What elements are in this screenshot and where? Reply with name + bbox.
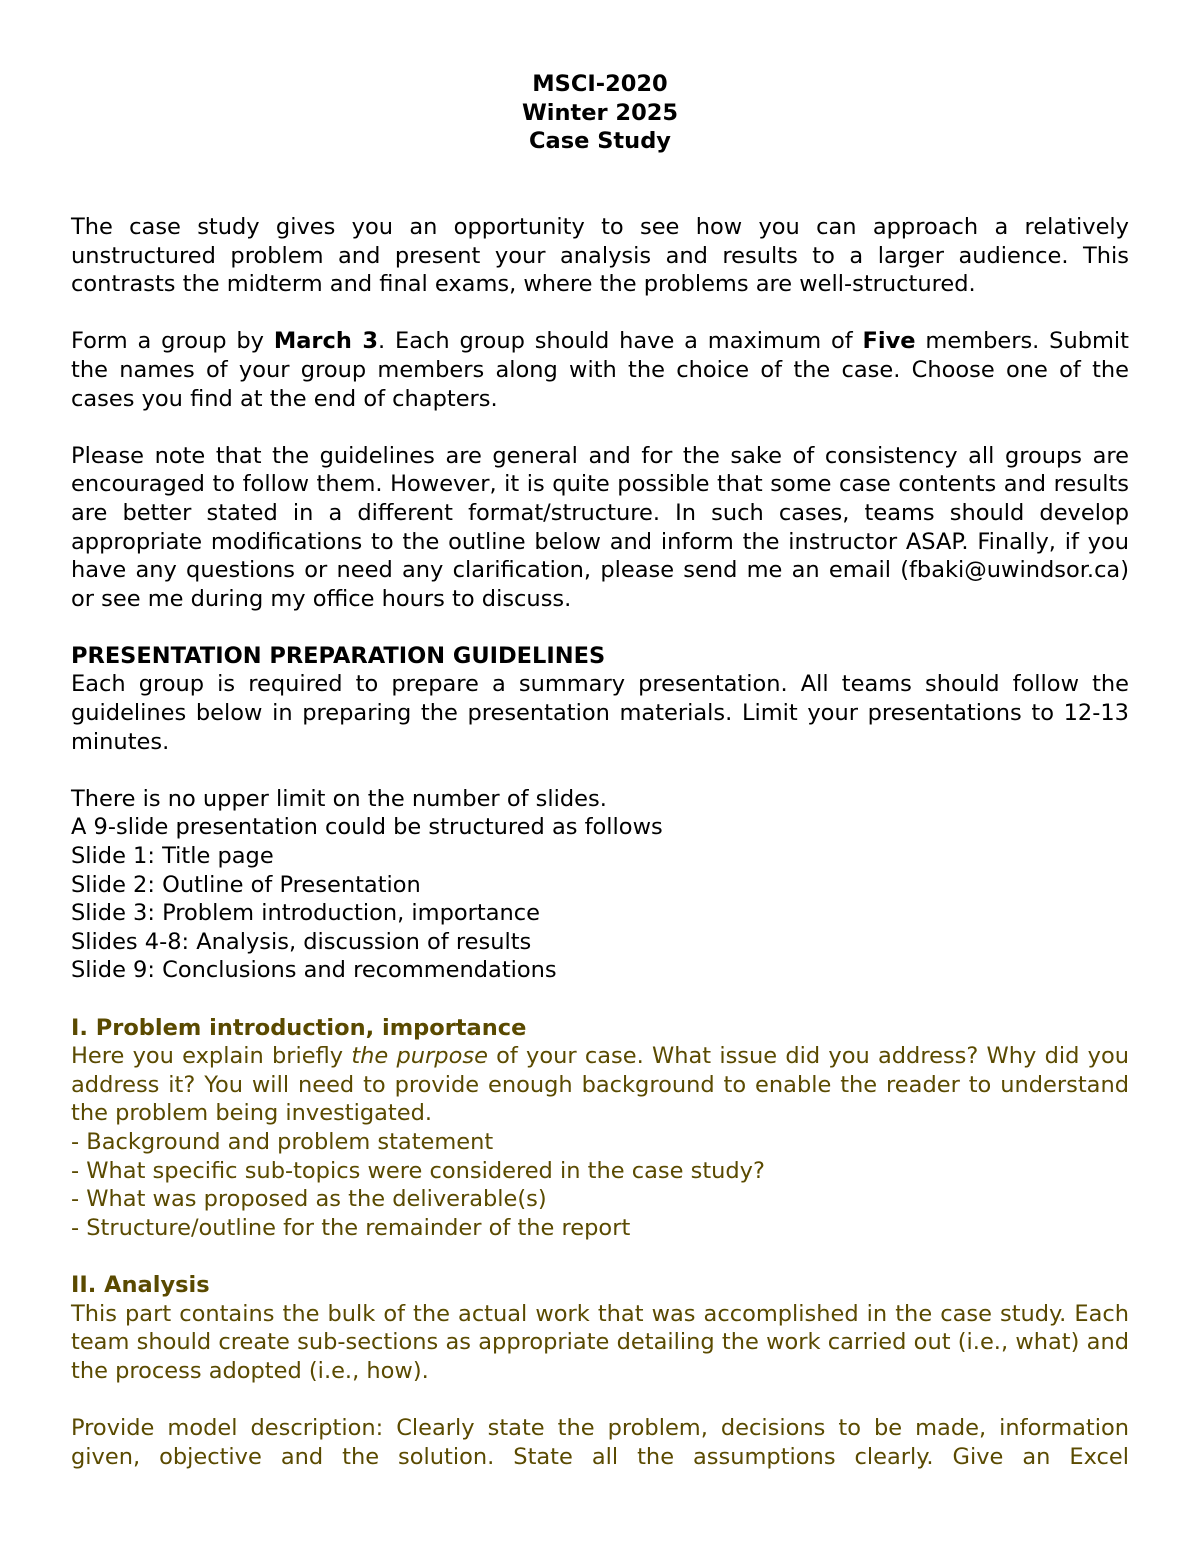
slide-item: Slides 4-8: Analysis, discussion of results bbox=[71, 928, 532, 955]
section-1-bullet: - What specific sub-topics were considered in the case study? bbox=[71, 1157, 765, 1184]
section-1-heading: I. Problem introduction, importance bbox=[71, 1014, 527, 1041]
group-text-2: . Each group should have a maximum of bbox=[378, 328, 863, 355]
section-1-text-1: Here you explain briefly bbox=[71, 1043, 352, 1070]
section-2-heading: II. Analysis bbox=[71, 1271, 210, 1298]
intro-paragraph: The case study gives you an opportunity to see how you can approach a relatively unstructured problem and present your analysis and results to a larger audience. This contrasts the midterm and final exams, where the problems are well-structured. bbox=[71, 213, 1129, 298]
slide-item: Slide 2: Outline of Presentation bbox=[71, 871, 421, 898]
slide-item: Slide 9: Conclusions and recommendations bbox=[71, 957, 557, 984]
slide-item: Slide 1: Title page bbox=[71, 843, 274, 870]
section-1-bullet: - What was proposed as the deliverable(s) bbox=[71, 1186, 547, 1213]
title-block bbox=[71, 70, 1129, 156]
group-text-3: members. Submit the names of your group members along with the choice of the case. Choose one of the cases you find at the end of chapters. bbox=[71, 328, 1130, 412]
group-text-1: Form a group by bbox=[71, 328, 274, 355]
document-title: Case Study bbox=[529, 128, 671, 155]
group-max-members: Five bbox=[862, 328, 916, 355]
group-deadline: March 3 bbox=[273, 328, 379, 355]
term: Winter 2025 bbox=[521, 99, 679, 126]
note-paragraph: Please note that the guidelines are general and for the sake of consistency all groups are encouraged to follow them. However, it is quite possible that some case contents and results are better stated in a different format/structure. In such cases, teams should develop appropriate modifications to the outline below and inform the instructor ASAP. Finally, if you have any questions or need any clarification, please send me an email (fbaki@uwindsor.ca) or see me during my office hours to discuss. bbox=[71, 442, 1129, 612]
guidelines-paragraph: Each group is required to prepare a summary presentation. All teams should follow the guidelines below in preparing the presentation materials. Limit your presentations to 12-13 minutes. bbox=[71, 671, 1129, 755]
section-2-paragraph: This part contains the bulk of the actual work that was accomplished in the case study. Each team should create sub-sections as appropriate detailing the work carried out (i.e., what) and the process adopted (i.e., how). bbox=[71, 1300, 1129, 1384]
slide-item: Slide 3: Problem introduction, importance bbox=[71, 900, 540, 927]
course-code: MSCI-2020 bbox=[532, 71, 668, 97]
group-paragraph bbox=[71, 327, 1129, 413]
section-1-bullet: - Background and problem statement bbox=[71, 1128, 494, 1155]
section-1 bbox=[71, 1014, 1129, 1472]
section-1-purpose: the purpose bbox=[351, 1043, 488, 1070]
guidelines-heading: PRESENTATION PREPARATION GUIDELINES bbox=[71, 642, 606, 669]
document-page bbox=[71, 70, 1129, 1471]
section-1-paragraph bbox=[71, 1042, 1129, 1128]
section-1-text-2: of your case. What issue did you address? Why did you address it? You will need to provide enough background to enable the reader to understand the problem being investigated. bbox=[71, 1043, 1129, 1127]
section-2-model-paragraph: Provide model description: Clearly state the problem, decisions to be made, information given, objective and the solution. State all the assumptions clearly. Give an Excel bbox=[71, 1414, 1129, 1470]
section-1-bullet: - Structure/outline for the remainder of the report bbox=[71, 1214, 631, 1241]
slides-no-limit: There is no upper limit on the number of slides. bbox=[71, 785, 607, 812]
slides-structure-intro: A 9-slide presentation could be structured as follows bbox=[71, 814, 663, 841]
